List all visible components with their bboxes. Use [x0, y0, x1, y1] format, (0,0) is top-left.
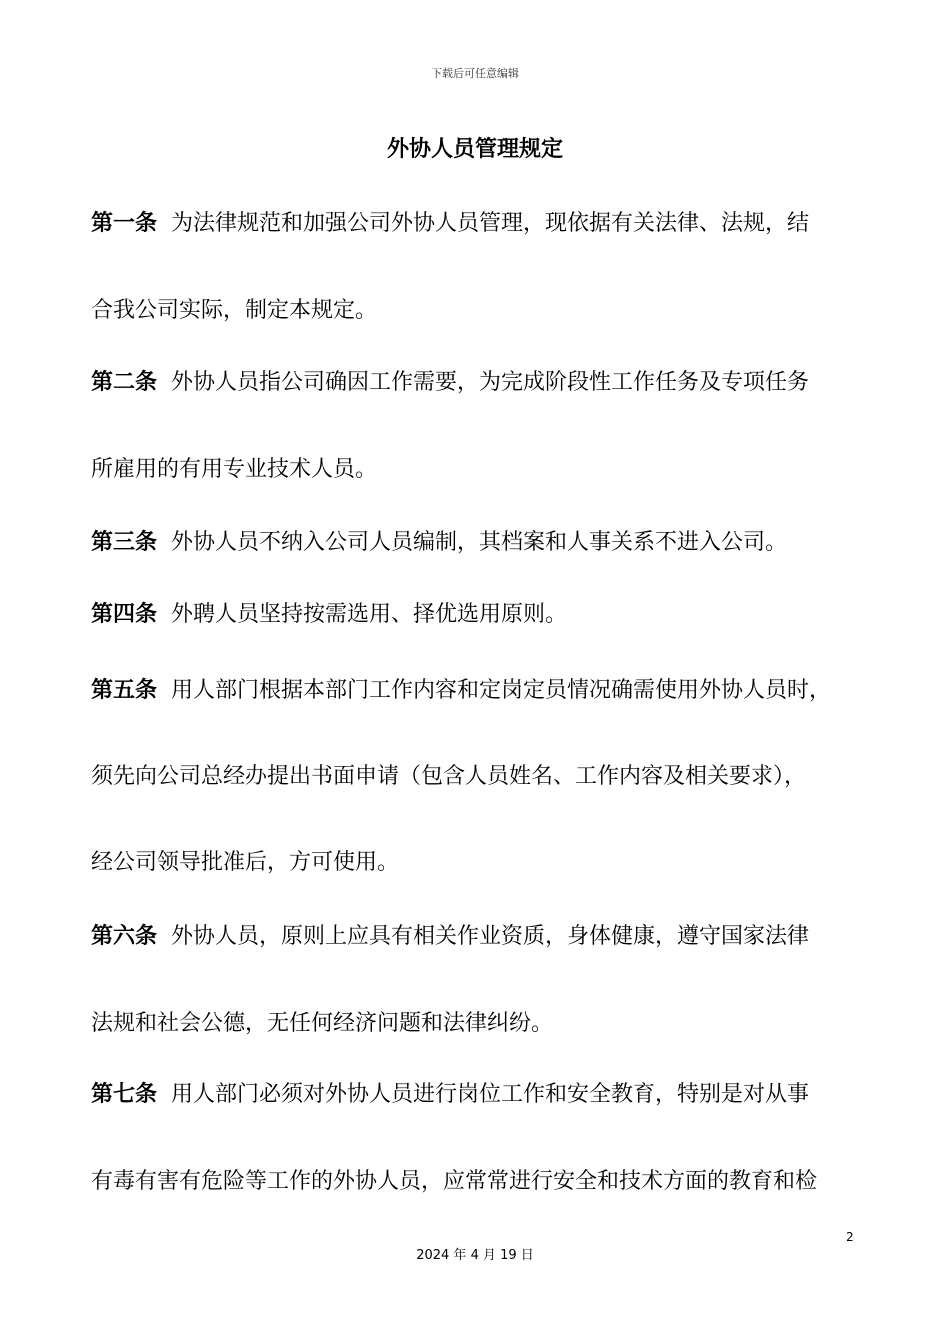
- article-text: 外协人员不纳入公司人员编制，其档案和人事关系不进入公司。: [171, 530, 788, 555]
- article-text: 用人部门根据本部门工作内容和定岗定员情况确需使用外协人员时，: [171, 678, 832, 703]
- article-label: 第七条: [91, 1082, 158, 1107]
- article-text: 须先向公司总经办提出书面申请（包含人员姓名、工作内容及相关要求），: [91, 764, 807, 789]
- article-5-line-1: [91, 676, 831, 706]
- document-title: 外协人员管理规定: [386, 137, 563, 162]
- article-label: 第三条: [91, 530, 158, 555]
- article-label: 第二条: [91, 370, 158, 395]
- article-text: 外协人员，原则上应具有相关作业资质，身体健康，遵守国家法律: [171, 924, 810, 949]
- article-6-line-2: [91, 1009, 553, 1039]
- article-text: 有毒有害有危险等工作的外协人员，应常常进行安全和技术方面的教育和检: [91, 1169, 818, 1194]
- article-5-line-2: [91, 762, 806, 792]
- page-number: 2: [846, 1230, 854, 1244]
- article-1-line-1: [91, 209, 809, 239]
- article-7-line-2: [91, 1167, 817, 1197]
- article-6-line-1: [91, 922, 809, 952]
- article-2-line-1: [91, 368, 809, 398]
- footer-date: 2024 年 4 月 19 日: [416, 1248, 534, 1263]
- article-label: 第六条: [91, 924, 158, 949]
- article-text: 用人部门必须对外协人员进行岗位工作和安全教育，特别是对从事: [171, 1082, 810, 1107]
- article-2-line-2: [91, 455, 377, 485]
- article-4-line-1: [91, 600, 567, 630]
- article-1-line-2: [91, 296, 377, 326]
- article-text: 经公司领导批准后，方可使用。: [91, 850, 400, 875]
- article-text: 法规和社会公德，无任何经济问题和法律纠纷。: [91, 1011, 554, 1036]
- article-text: 外协人员指公司确因工作需要，为完成阶段性工作任务及专项任务: [171, 370, 810, 395]
- article-3-line-1: [91, 528, 787, 558]
- article-label: 第四条: [91, 602, 158, 627]
- article-7-line-1: [91, 1080, 809, 1110]
- article-5-line-3: [91, 848, 399, 878]
- article-text: 外聘人员坚持按需选用、择优选用原则。: [171, 602, 568, 627]
- article-text: 合我公司实际，制定本规定。: [91, 298, 378, 323]
- article-text: 所雇用的有用专业技术人员。: [91, 457, 378, 482]
- header-note: 下载后可任意编辑: [431, 67, 519, 80]
- article-label: 第一条: [91, 211, 158, 236]
- article-text: 为法律规范和加强公司外协人员管理，现依据有关法律、法规，结: [171, 211, 810, 236]
- article-label: 第五条: [91, 678, 158, 703]
